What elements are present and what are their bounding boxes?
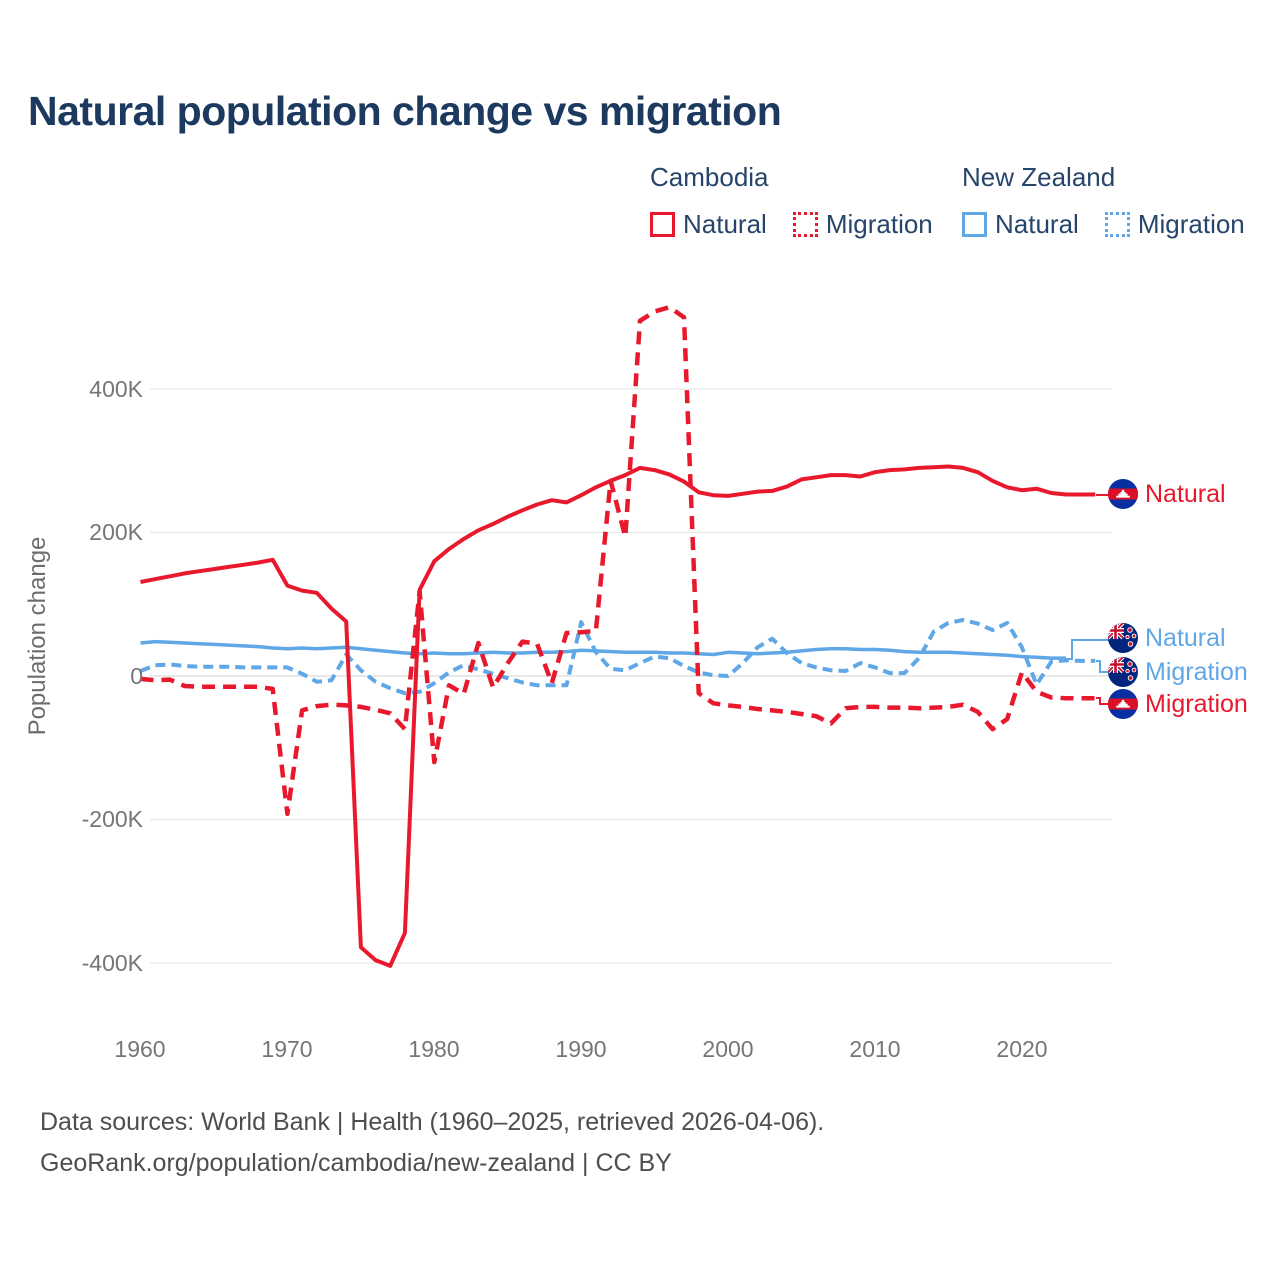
series-end-label-text: Natural bbox=[1145, 623, 1226, 652]
series-end-label-text: Natural bbox=[1145, 479, 1226, 508]
x-tick-1990: 1990 bbox=[555, 1036, 607, 1062]
x-tick-2000: 2000 bbox=[702, 1036, 754, 1062]
legend-item-cambodia-natural[interactable]: Natural bbox=[683, 209, 767, 239]
cambodia-flag-icon bbox=[1108, 689, 1138, 719]
series-end-label-text: Migration bbox=[1145, 657, 1248, 686]
y-tick-neg200k: -200K bbox=[81, 806, 143, 832]
legend-country-new-zealand: New Zealand bbox=[962, 162, 1116, 192]
leader-nz-natural bbox=[1066, 640, 1110, 659]
series-leader-lines bbox=[1066, 495, 1110, 704]
legend-item-nz-migration[interactable]: Migration bbox=[1137, 209, 1245, 239]
y-tick-0: 0 bbox=[130, 663, 143, 689]
series-line-nz-migration[interactable] bbox=[141, 620, 1096, 693]
footer-sources: Data sources: World Bank | Health (1960–2025, retrieved 2026-04-06). bbox=[40, 1108, 825, 1136]
x-tick-2020: 2020 bbox=[996, 1036, 1048, 1062]
gridlines bbox=[150, 389, 1112, 963]
x-tick-1970: 1970 bbox=[261, 1036, 313, 1062]
series-end-label-text: Migration bbox=[1145, 689, 1248, 718]
x-tick-1960: 1960 bbox=[114, 1036, 166, 1062]
y-axis-title: Population change bbox=[24, 536, 51, 736]
footer bbox=[40, 1102, 824, 1184]
footer-attribution: GeoRank.org/population/cambodia/new-zealand | CC BY bbox=[40, 1149, 672, 1177]
series-line-cambodia-natural[interactable] bbox=[141, 467, 1096, 966]
legend-item-nz-natural[interactable]: Natural bbox=[995, 209, 1079, 239]
x-tick-1980: 1980 bbox=[408, 1036, 460, 1062]
y-tick-400k: 400K bbox=[89, 376, 143, 402]
series-end-label-nz-natural bbox=[1108, 622, 1226, 654]
series-end-label-nz-migration bbox=[1108, 656, 1248, 688]
series-line-cambodia-migration[interactable] bbox=[141, 307, 1096, 814]
cambodia-flag-icon bbox=[1108, 479, 1138, 509]
series-end-label-cambodia-migration bbox=[1108, 688, 1248, 720]
y-tick-neg400k: -400K bbox=[81, 950, 143, 976]
x-tick-2010: 2010 bbox=[849, 1036, 901, 1062]
y-tick-200k: 200K bbox=[89, 519, 143, 545]
legend-item-cambodia-migration[interactable]: Migration bbox=[825, 209, 933, 239]
new-zealand-flag-icon bbox=[1108, 657, 1138, 687]
new-zealand-flag-icon bbox=[1108, 623, 1138, 653]
series-line-nz-natural[interactable] bbox=[141, 642, 1067, 659]
series-lines bbox=[141, 307, 1096, 966]
legend-country-cambodia: Cambodia bbox=[650, 162, 769, 192]
page-title: Natural population change vs migration bbox=[28, 88, 782, 134]
series-end-label-cambodia-natural bbox=[1108, 478, 1226, 510]
